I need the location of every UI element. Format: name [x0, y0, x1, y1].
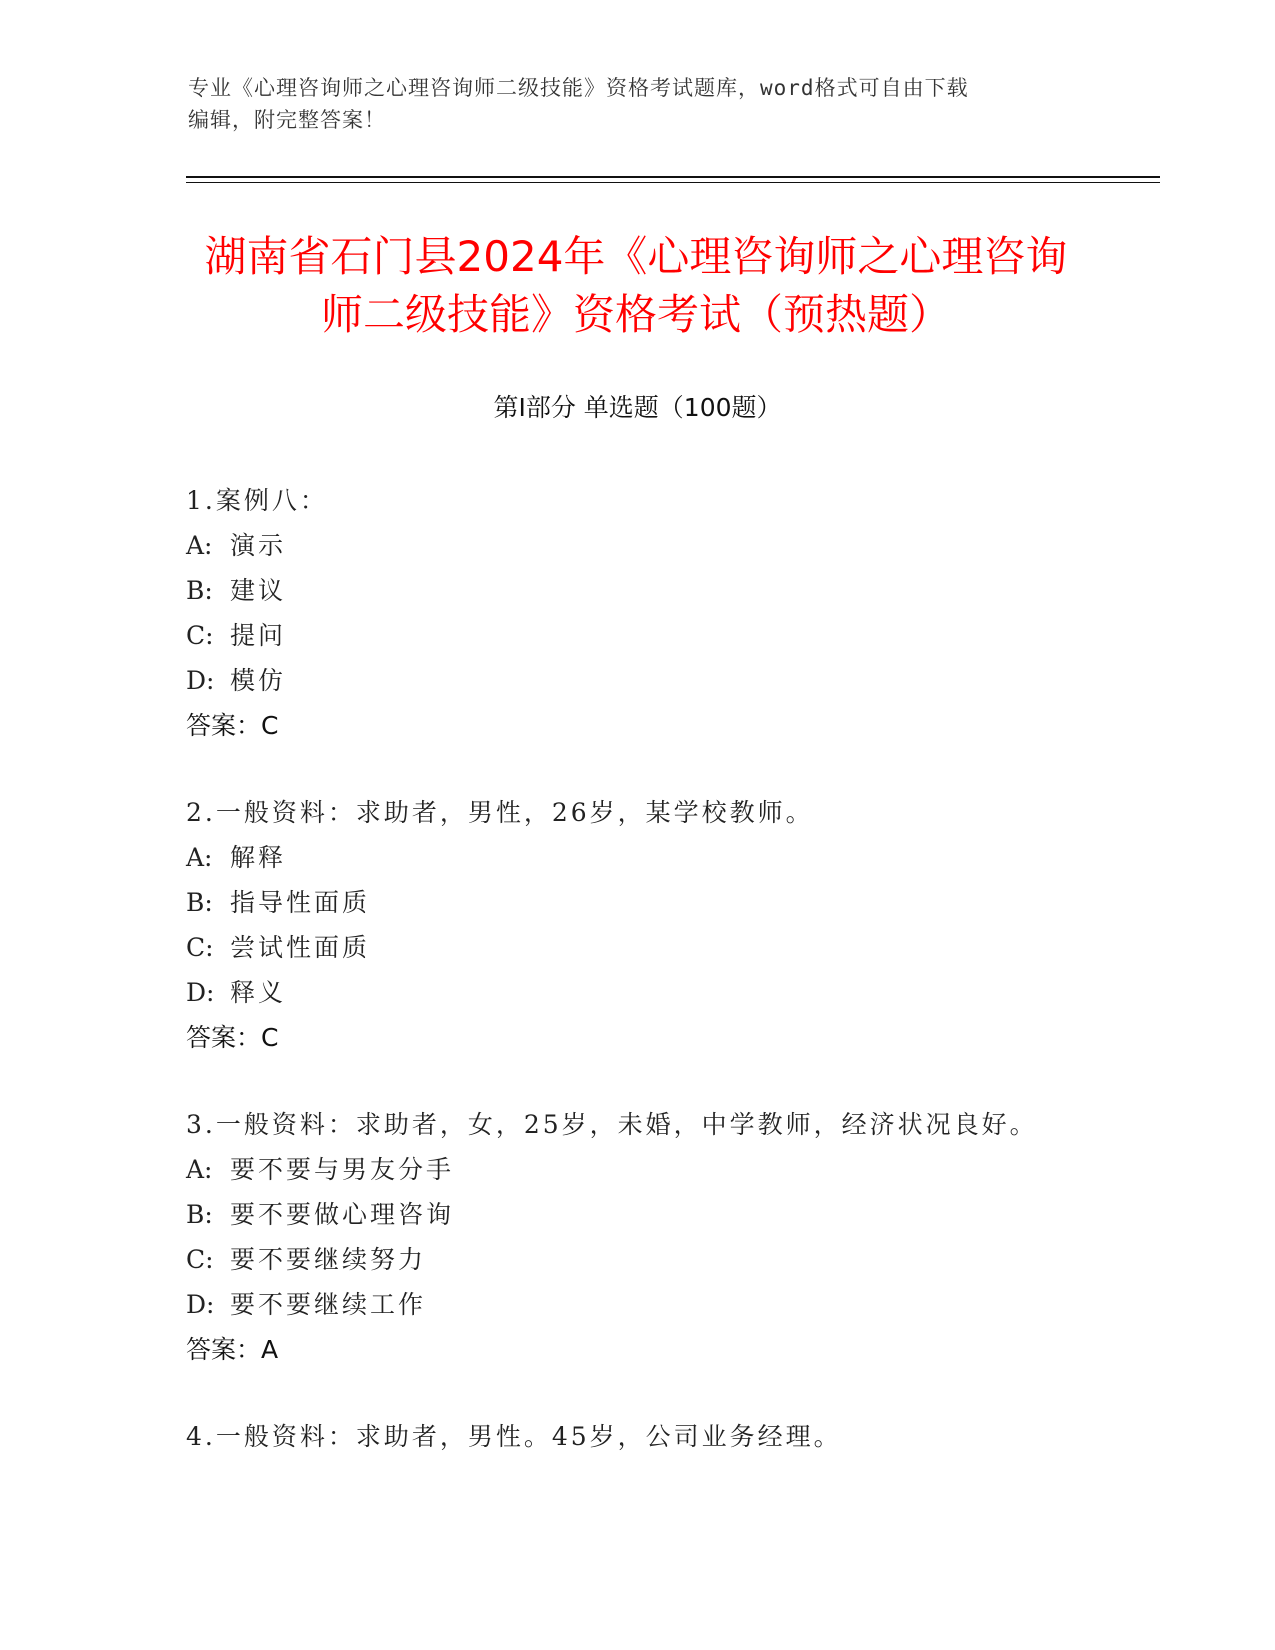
option-letter: D:: [186, 1290, 215, 1319]
option-c: [186, 925, 1146, 970]
question-3: [186, 1102, 1146, 1372]
option-text: 要不要继续努力: [230, 1245, 427, 1274]
section-heading: 第Ⅰ部分 单选题（100题）: [493, 393, 782, 422]
option-b: [186, 568, 1146, 613]
option-a: [186, 835, 1146, 880]
option-d: [186, 970, 1146, 1015]
option-text: 解释: [230, 843, 287, 872]
header-note: [188, 72, 1088, 136]
question-list: [186, 478, 1146, 1501]
header-divider-thin: [186, 182, 1160, 183]
question-stem: 1.案例八：: [186, 486, 328, 515]
option-text: 释义: [230, 978, 287, 1007]
option-letter: B:: [186, 576, 213, 605]
question-stem: 2.一般资料：求助者，男性，26岁，某学校教师。: [186, 798, 814, 827]
option-letter: C:: [186, 933, 214, 962]
option-text: 建议: [230, 576, 287, 605]
option-d: [186, 1282, 1146, 1327]
option-b: [186, 880, 1146, 925]
header-divider-thick: [186, 176, 1160, 178]
question-2: [186, 790, 1146, 1060]
option-a: [186, 523, 1146, 568]
question-1: [186, 478, 1146, 748]
option-text: 演示: [230, 531, 287, 560]
option-b: [186, 1192, 1146, 1237]
option-letter: C:: [186, 1245, 214, 1274]
option-text: 指导性面质: [230, 888, 371, 917]
option-letter: D:: [186, 978, 215, 1007]
option-letter: B:: [186, 888, 213, 917]
option-text: 尝试性面质: [230, 933, 371, 962]
answer-line: 答案：C: [186, 711, 279, 740]
question-stem: 3.一般资料：求助者，女，25岁，未婚，中学教师，经济状况良好。: [186, 1110, 1038, 1139]
option-text: 提问: [230, 621, 287, 650]
option-c: [186, 613, 1146, 658]
option-letter: A:: [186, 531, 213, 560]
option-d: [186, 658, 1146, 703]
option-letter: A:: [186, 843, 213, 872]
option-letter: A:: [186, 1155, 213, 1184]
option-letter: D:: [186, 666, 215, 695]
option-c: [186, 1237, 1146, 1282]
header-note-line-2: 编辑，附完整答案！: [188, 108, 386, 132]
option-text: 要不要继续工作: [230, 1290, 427, 1319]
answer-line: 答案：A: [186, 1335, 279, 1364]
option-text: 要不要做心理咨询: [230, 1200, 455, 1229]
option-letter: B:: [186, 1200, 213, 1229]
document-title: 湖南省石门县2024年《心理咨询师之心理咨询师二级技能》资格考试（预热题）: [204, 232, 1068, 339]
answer-line: 答案：C: [186, 1023, 279, 1052]
option-letter: C:: [186, 621, 214, 650]
header-note-line-1: 专业《心理咨询师之心理咨询师二级技能》资格考试题库，word格式可自由下载: [188, 76, 969, 100]
option-text: 模仿: [230, 666, 287, 695]
question-stem: 4.一般资料：求助者，男性。45岁，公司业务经理。: [186, 1422, 842, 1451]
question-4: [186, 1414, 1146, 1459]
option-text: 要不要与男友分手: [230, 1155, 455, 1184]
option-a: [186, 1147, 1146, 1192]
